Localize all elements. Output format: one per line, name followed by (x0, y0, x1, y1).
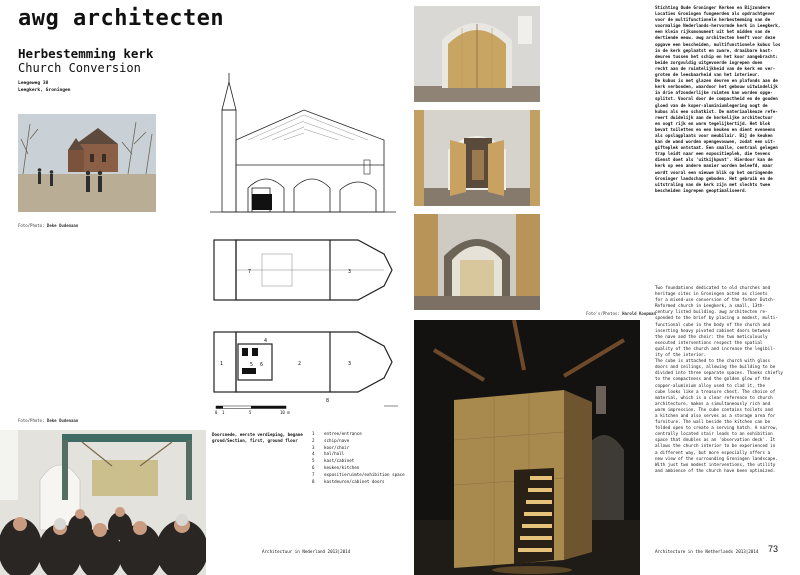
legend-title-nl: Doorsnede, eerste verdieping, begane (212, 432, 303, 437)
legend-number: 7 (312, 471, 315, 477)
first-floor-plan (208, 230, 398, 310)
plan-label: 7 (248, 269, 252, 275)
plan-label: 3 (348, 361, 352, 367)
brand-title: awg architecten (18, 6, 225, 31)
plan-label: 3 (348, 269, 352, 275)
cabinet-doors-open-photo (414, 110, 540, 206)
legend-label: kastdeuren/cabinet doors (324, 478, 385, 484)
project-title-en: Church Conversion (18, 61, 141, 75)
legend-number: 4 (312, 451, 315, 457)
golden-cube-interior-photo (414, 320, 640, 575)
cabinet-doors-closed-photo (414, 6, 540, 102)
plan-label: 8 (326, 398, 330, 404)
scale-bar (214, 405, 294, 415)
photo-credit-right (586, 311, 656, 316)
project-title-nl: Herbestemming kerk (18, 46, 154, 61)
legend-item (312, 451, 402, 458)
legend-number: 8 (312, 478, 315, 484)
ground-floor-plan (208, 322, 398, 412)
credit-label: Foto's/Photos: (586, 311, 620, 316)
credit-label: Foto/Photo: (18, 418, 45, 423)
photo-credit (18, 418, 78, 423)
church-exterior-photo (18, 114, 156, 212)
legend-label: hal/hall (324, 451, 345, 457)
legend-item (312, 465, 402, 472)
legend-item (312, 431, 402, 438)
scale-label: 0 (215, 410, 218, 415)
body-text-dutch: Stichting Oude Groninger Kerken en Bijzondere Locaties Groningen fungeerden als opdrachtgever voor de multifunctionele herbestemming van de voormalige Nederlands-hervormde kerk in Leegkerk, een klein rijksmonument uit het midden van de dertiende eeuw. awg architecten heeft voor deze opgave een bescheiden, multifunctionele kubus los in de kerk geplaatst en zware, draaibare kast- deuren tussen het schip en het koor aangebracht: beide zorgvuldig uitgevoerde ingrepen doen recht aan de ruimtelijkheid van de kerk en ver- groten de leesbaarheid van het interieur. De kubus is met glazen deuren en plafonds aan de kerk verbonden, waardoor het gebouw uitwindelijk in drie afzonderlijke ruimten kan worden opge- splitst. Vooral door de compactheid en de gouden gloed van de koper-aluminiumlegering oogt de kubus als een schatkist. De materiaalkeuze refe- reert duidelijk aan de kerkelijke architectuur en oogt rijk en warm tegelijkertijd. Het blok bevat toiletten en een keuken en dient eveneens als opslagplaats voor meubilair. Bij de keuken kan de wand worden opengevouwen, zodat een uit- gifteplek ontstaat. Een smalle, centraal gelegen trap leidt naar een expositieplek, die tevens dienst doet als 'uitkijkpunt'. Hierdoor kan de kerk op een andere manier worden beleefd, maar wordt vooral een nieuwe blik op het omringende Groninger landschap geboden. Het gebruik en de uitstraling van de kerk zijn met slechts twee bescheiden ingrepen geoptimaliseerd. (655, 6, 781, 194)
legend-number: 6 (312, 464, 315, 470)
credit-label: Foto/Photo: (18, 223, 45, 228)
legend-label: entree/entrance (324, 431, 362, 436)
credit-name: Harold Koopman (622, 311, 656, 316)
page-footer-left: Architectuur in Nederland 2013|2014 (262, 549, 351, 554)
credit-name: Deke Oudenaan (46, 418, 79, 423)
legend-label: koor/choir (324, 444, 350, 450)
legend-label: keuken/kitchen (324, 464, 360, 470)
legend-label: kast/cabinet (324, 458, 355, 464)
legend-item (312, 458, 402, 465)
legend-title-en: grond/Section, first, ground floor (212, 438, 298, 443)
plan-label: 1 (220, 361, 224, 367)
plan-label: 2 (298, 361, 302, 367)
scale-label: 5 (249, 410, 252, 415)
scale-label: 10 m (280, 410, 290, 415)
legend-item (312, 438, 402, 445)
legend-item (312, 471, 405, 479)
choir-arch-photo (414, 214, 540, 310)
address-line: Leegeweg 38 (18, 81, 49, 86)
credit-name: Deke Oudenaan (46, 223, 79, 228)
legend-number: 1 (312, 431, 315, 436)
church-interior-crowd-photo (0, 430, 206, 575)
scale-label: 1 (222, 410, 225, 415)
legend-number: 5 (312, 458, 315, 464)
legend-number: 2 (312, 437, 315, 443)
section-drawing (208, 70, 398, 215)
body-text-english: Two foundations dedicated to old churches and heritage sites in Groningen acted as clients for a mixed-use conversion of the former Dutch- Reformed church in Leegkerk, a small, 13th- century listed building. awg architecten re- sponded to the brief by placing a modest, multi- functional cube in the body of the church and inserting heavy pivoted cabinet doors between the nave and the choir: the two meticulously executed interventions respect the spatial quality of the church and increase the legibil- ity of the interior. The cube is attached to the church with glass doors and ceilings, allowing the building to be divided into three separate spaces. Thanks chiefly to the compactness and the golden glow of the copper-aluminium alloy used to clad it, the cube looks like a treasure chest. The choice of material, which is a clear reference to church architecture, makes a simultaneously rich and warm impression. The cube contains toilets and a kitchen and also serves as a storage area for furniture. The wall beside the kitchen can be folded open to create a serving hatch. A narrow, centrally located stair leads to an exhibition space that doubles as an 'observation deck'. It allows the church interior to be experienced in a different way, but more especially offers a new view of the surrounding Groningen landscape. With just two modest interventions, the utility and ambience of the church have been optimized. (655, 286, 783, 474)
legend-item (312, 479, 402, 486)
drawing-legend (212, 432, 308, 444)
page-footer-right: Architecture in the Netherlands 2013|2014 (655, 549, 759, 554)
plan-label: 4 (264, 338, 268, 344)
legend-label: expositieruimte/exhibition space (324, 471, 405, 477)
legend-item (312, 445, 402, 452)
legend-label: schip/nave (324, 437, 350, 443)
project-address (18, 80, 71, 94)
plan-label: 5 (250, 362, 254, 368)
legend-number: 3 (312, 444, 315, 450)
plan-label: 6 (260, 362, 264, 368)
legend-list (312, 431, 405, 485)
photo-credit (18, 223, 78, 228)
page-number: 73 (768, 544, 779, 554)
address-line: Leegkerk, Groningen (18, 88, 71, 93)
